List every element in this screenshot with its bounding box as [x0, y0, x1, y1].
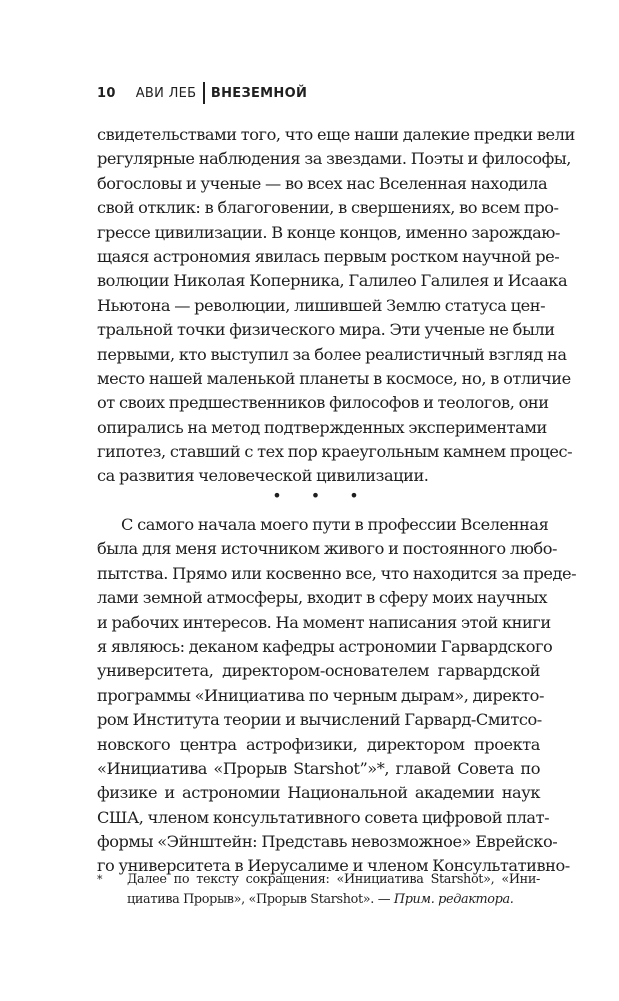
running-head — [97, 82, 307, 104]
text-line: волюции Николая Коперника, Галилео Галилея и Исаака — [97, 271, 568, 291]
text-line: регулярные наблюдения за звездами. Поэты и философы, — [97, 149, 571, 169]
paragraph-continued — [97, 123, 575, 489]
paragraph-new-section — [97, 513, 577, 879]
text-line: пытства. Прямо или косвенно все, что находится за преде- — [97, 563, 577, 583]
text-line: программы «Инициатива по черным дырам», директо- — [97, 685, 544, 705]
text-line: богословы и ученые — во всех нас Вселенная находила — [97, 173, 548, 193]
text-line: физике и астрономии Национальной академии наук — [97, 783, 540, 803]
header-divider — [203, 82, 205, 104]
text-line: «Инициатива «Прорыв Starshot”»*, главой Совета по — [97, 758, 540, 778]
text-line: Ньютона — революции, лишившей Землю статуса цен- — [97, 295, 546, 315]
text-line: грессе цивилизации. В конце концов, именно зарождаю- — [97, 222, 560, 242]
text-line: новского центра астрофизики, директором проекта — [97, 734, 540, 754]
text-line: го университета в Иерусалиме и членом Консультативно- — [97, 856, 570, 876]
footnote — [97, 870, 540, 910]
footnote-line — [127, 890, 540, 910]
text-line: лами земной атмосферы, входит в сферу моих научных — [97, 588, 548, 608]
text-line: тральной точки физического мира. Эти ученые не были — [97, 320, 555, 340]
text-line: я являюсь: деканом кафедры астрономии Гарвардского — [97, 636, 553, 656]
text-line: была для меня источником живого и постоянного любо- — [97, 539, 558, 559]
text-line: и рабочих интересов. На момент написания этой книги — [97, 612, 551, 632]
footnote-source: Прим. редактора. — [393, 892, 514, 907]
page-number: 10 — [97, 85, 116, 101]
text-line: гипотез, ставший с тех пор краеугольным камнем процес- — [97, 442, 573, 462]
text-line: С самого начала моего пути в профессии Вселенная — [121, 515, 549, 534]
text-line: са развития человеческой цивилизации. — [97, 466, 429, 486]
text-line: свидетельствами того, что еще наши далекие предки вели — [97, 125, 575, 144]
text-line: опирались на метод подтвержденных экспериментами — [97, 417, 547, 437]
text-line: свой отклик: в благоговении, в свершениях, во всем про- — [97, 198, 559, 218]
text-line: формы «Эйнштейн: Представь невозможное» Еврейско- — [97, 832, 558, 852]
section-separator: • • • — [272, 486, 371, 505]
text-line: щаяся астрономия явилась первым ростком научной ре- — [97, 246, 560, 266]
text-line: США, членом консультативного совета цифровой плат- — [97, 807, 550, 827]
text-line: университета, директором-основателем гарвардской — [97, 661, 540, 681]
text-line: первыми, кто выступил за более реалистичный взгляд на — [97, 344, 567, 364]
book-title: ВНЕЗЕМНОЙ — [210, 85, 308, 101]
footnote-mark: * — [97, 873, 103, 886]
author-name: АВИ ЛЕБ — [135, 85, 197, 101]
footnote-text: циатива Прорыв», «Прорыв Starshot». — — [127, 892, 394, 907]
text-line: ром Института теории и вычислений Гарвард-Смитсо- — [97, 710, 542, 730]
text-line: место нашей маленькой планеты в космосе, но, в отличие — [97, 368, 571, 388]
footnote-line: Далее по тексту сокращения: «Инициатива Starshot», «Ини- — [127, 872, 540, 887]
text-line: от своих предшественников философов и теологов, они — [97, 393, 549, 413]
